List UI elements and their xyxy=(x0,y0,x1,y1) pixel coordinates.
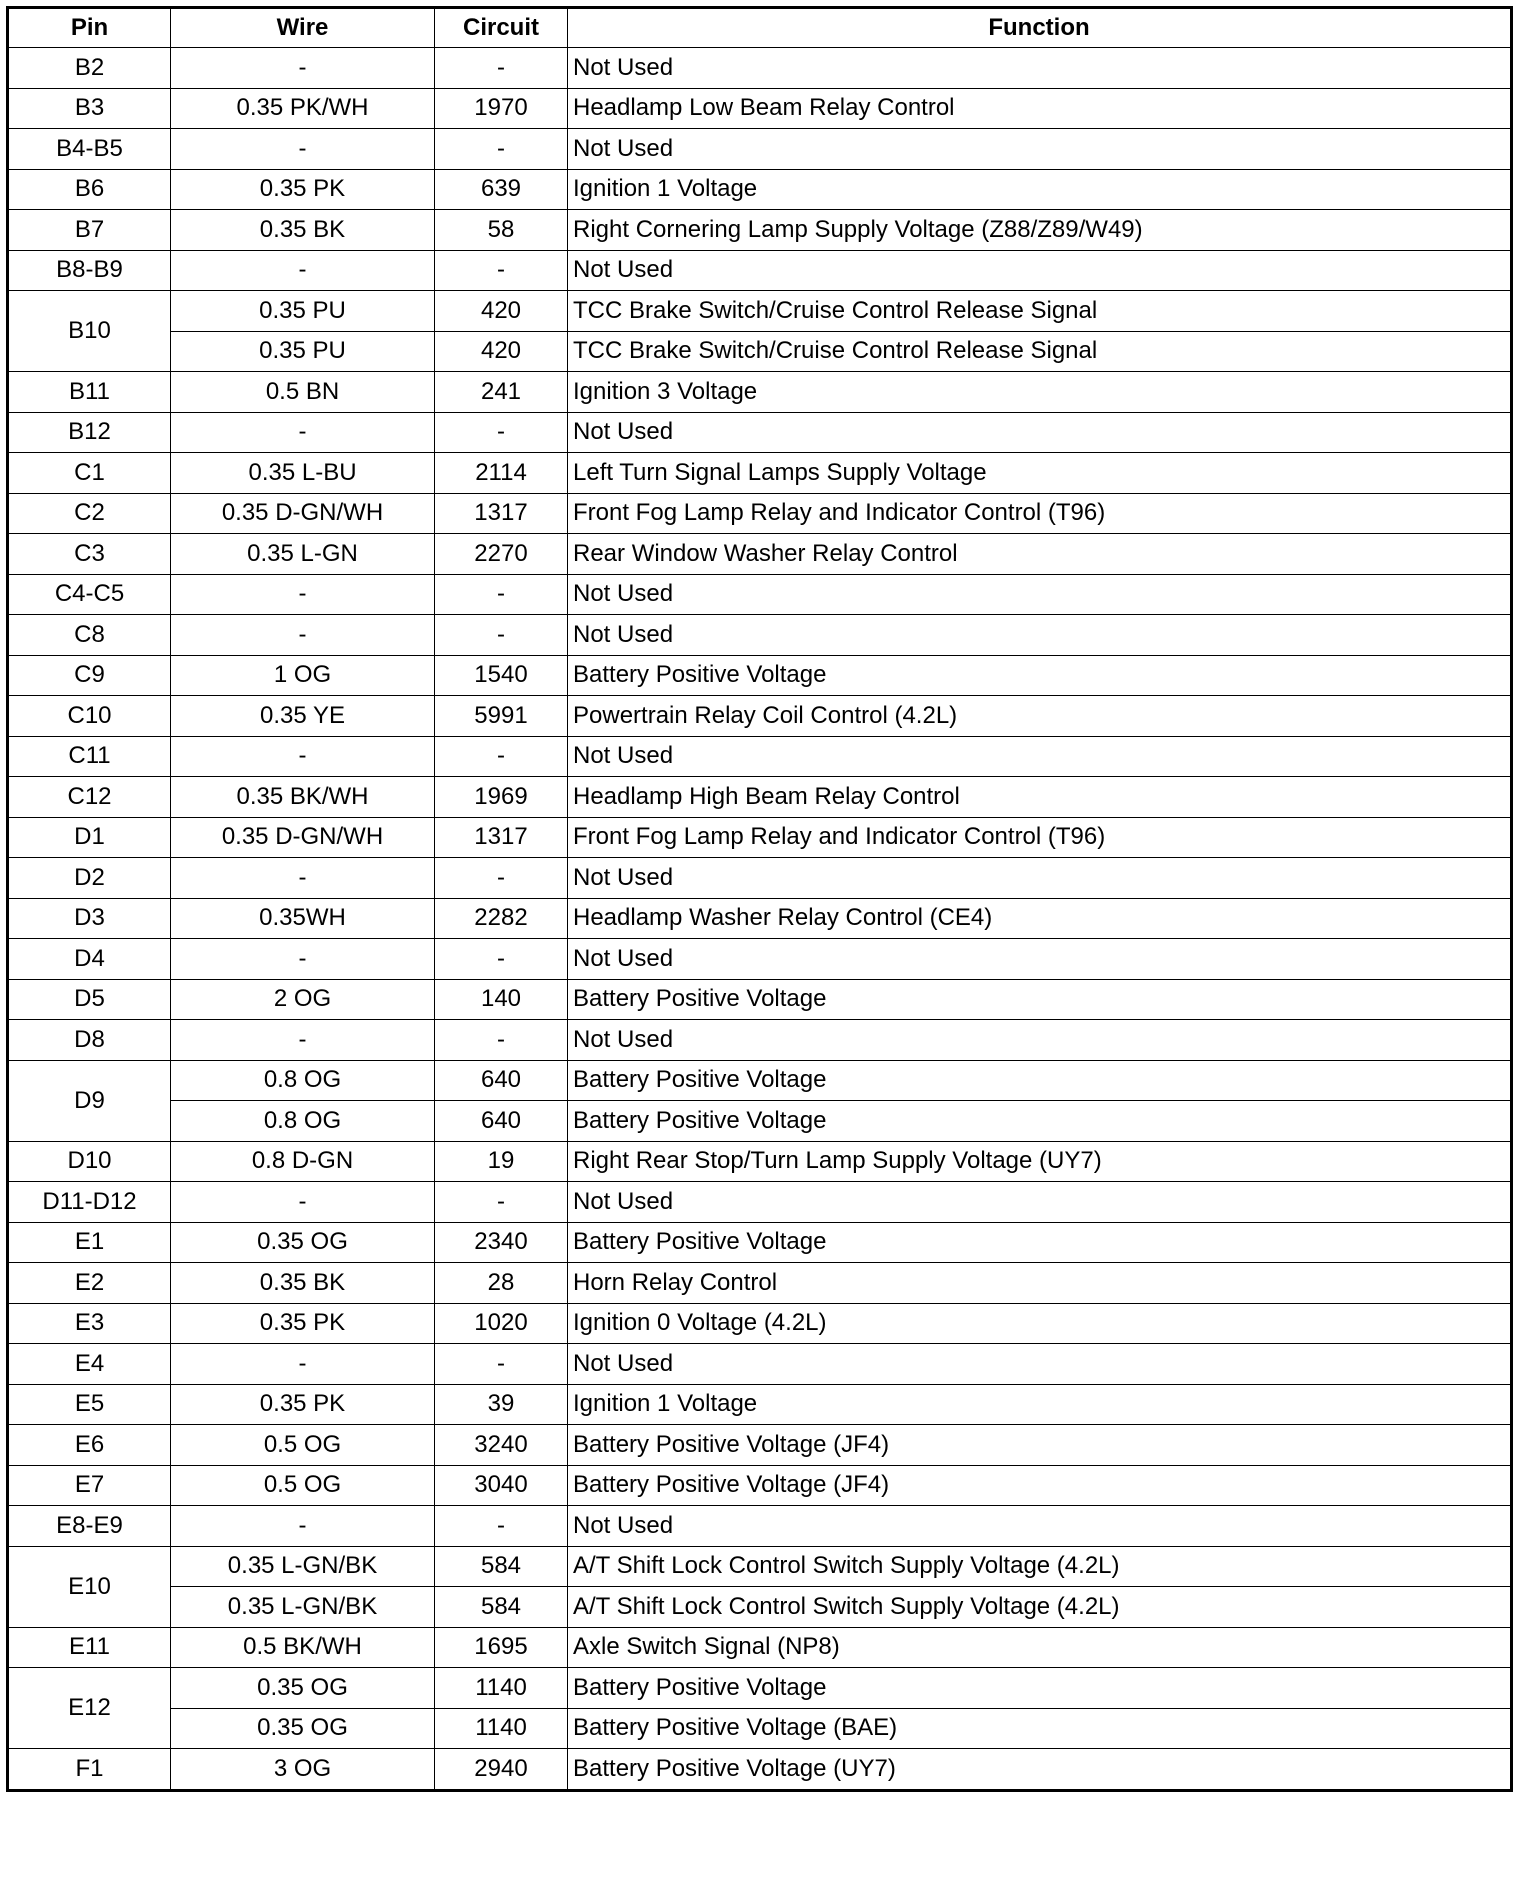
table-row xyxy=(8,655,1512,696)
circuit-cell: - xyxy=(435,1506,568,1547)
wire-cell: - xyxy=(171,48,435,89)
wire-cell: - xyxy=(171,736,435,777)
pin-cell: B11 xyxy=(8,372,171,413)
circuit-cell: 241 xyxy=(435,372,568,413)
wire-cell: - xyxy=(171,129,435,170)
function-cell: Left Turn Signal Lamps Supply Voltage xyxy=(568,453,1512,494)
wire-cell: 0.35 YE xyxy=(171,696,435,737)
pin-cell: B7 xyxy=(8,210,171,251)
circuit-cell: - xyxy=(435,48,568,89)
pin-cell: D11-D12 xyxy=(8,1182,171,1223)
function-cell: Not Used xyxy=(568,615,1512,656)
function-cell: Battery Positive Voltage xyxy=(568,979,1512,1020)
wire-cell: 2 OG xyxy=(171,979,435,1020)
wire-cell: - xyxy=(171,412,435,453)
pin-cell: D4 xyxy=(8,939,171,980)
pin-cell: E11 xyxy=(8,1627,171,1668)
pin-cell: C3 xyxy=(8,534,171,575)
circuit-cell: 3240 xyxy=(435,1425,568,1466)
pin-cell: C2 xyxy=(8,493,171,534)
circuit-cell: 2282 xyxy=(435,898,568,939)
circuit-cell: - xyxy=(435,129,568,170)
circuit-cell: 39 xyxy=(435,1384,568,1425)
wire-cell: - xyxy=(171,250,435,291)
wire-cell: - xyxy=(171,939,435,980)
function-cell: Battery Positive Voltage xyxy=(568,1222,1512,1263)
circuit-cell: - xyxy=(435,1182,568,1223)
circuit-cell: 2340 xyxy=(435,1222,568,1263)
wire-cell: 0.35 D-GN/WH xyxy=(171,817,435,858)
function-cell: TCC Brake Switch/Cruise Control Release Signal xyxy=(568,331,1512,372)
header-circuit: Circuit xyxy=(435,8,568,48)
wire-cell: 0.35 L-GN/BK xyxy=(171,1546,435,1587)
function-cell: Right Cornering Lamp Supply Voltage (Z88/Z89/W49) xyxy=(568,210,1512,251)
function-cell: Not Used xyxy=(568,129,1512,170)
table-row xyxy=(8,331,1512,372)
circuit-cell: 1317 xyxy=(435,493,568,534)
table-row xyxy=(8,534,1512,575)
circuit-cell: - xyxy=(435,736,568,777)
table-row xyxy=(8,1627,1512,1668)
circuit-cell: - xyxy=(435,574,568,615)
pin-cell: E6 xyxy=(8,1425,171,1466)
circuit-cell: 5991 xyxy=(435,696,568,737)
table-row xyxy=(8,979,1512,1020)
wire-cell: 0.35 PK xyxy=(171,169,435,210)
pin-cell: D10 xyxy=(8,1141,171,1182)
function-cell: TCC Brake Switch/Cruise Control Release Signal xyxy=(568,291,1512,332)
function-cell: Not Used xyxy=(568,1182,1512,1223)
circuit-cell: 3040 xyxy=(435,1465,568,1506)
function-cell: Headlamp Low Beam Relay Control xyxy=(568,88,1512,129)
pin-cell: E7 xyxy=(8,1465,171,1506)
circuit-cell: - xyxy=(435,615,568,656)
table-row xyxy=(8,1344,1512,1385)
pin-cell: E2 xyxy=(8,1263,171,1304)
wire-cell: 0.35 PK xyxy=(171,1384,435,1425)
circuit-cell: - xyxy=(435,1344,568,1385)
function-cell: Not Used xyxy=(568,736,1512,777)
function-cell: Battery Positive Voltage xyxy=(568,1668,1512,1709)
pin-cell: F1 xyxy=(8,1749,171,1791)
function-cell: Not Used xyxy=(568,1344,1512,1385)
circuit-cell: - xyxy=(435,412,568,453)
table-row xyxy=(8,250,1512,291)
wire-cell: 1 OG xyxy=(171,655,435,696)
table-row xyxy=(8,412,1512,453)
function-cell: A/T Shift Lock Control Switch Supply Voltage (4.2L) xyxy=(568,1587,1512,1628)
table-row xyxy=(8,291,1512,332)
circuit-cell: 19 xyxy=(435,1141,568,1182)
circuit-cell: - xyxy=(435,939,568,980)
table-body xyxy=(8,48,1512,1791)
wire-cell: 0.5 BN xyxy=(171,372,435,413)
wire-cell: - xyxy=(171,1182,435,1223)
function-cell: Ignition 0 Voltage (4.2L) xyxy=(568,1303,1512,1344)
header-function: Function xyxy=(568,8,1512,48)
function-cell: Rear Window Washer Relay Control xyxy=(568,534,1512,575)
function-cell: Not Used xyxy=(568,1506,1512,1547)
table-row xyxy=(8,1101,1512,1142)
wire-cell: 0.5 BK/WH xyxy=(171,1627,435,1668)
table-row xyxy=(8,898,1512,939)
pin-cell: C8 xyxy=(8,615,171,656)
function-cell: Battery Positive Voltage (UY7) xyxy=(568,1749,1512,1791)
circuit-cell: 140 xyxy=(435,979,568,1020)
table-row xyxy=(8,939,1512,980)
wire-cell: 0.35 BK xyxy=(171,1263,435,1304)
wire-cell: - xyxy=(171,615,435,656)
function-cell: Front Fog Lamp Relay and Indicator Control (T96) xyxy=(568,817,1512,858)
function-cell: Not Used xyxy=(568,858,1512,899)
wire-cell: - xyxy=(171,1506,435,1547)
header-pin: Pin xyxy=(8,8,171,48)
wire-cell: 0.5 OG xyxy=(171,1465,435,1506)
pin-cell: C4-C5 xyxy=(8,574,171,615)
function-cell: Battery Positive Voltage (JF4) xyxy=(568,1465,1512,1506)
function-cell: Not Used xyxy=(568,1020,1512,1061)
table-row xyxy=(8,210,1512,251)
table-row xyxy=(8,1425,1512,1466)
table-row xyxy=(8,1384,1512,1425)
wire-cell: 0.8 D-GN xyxy=(171,1141,435,1182)
wire-cell: 0.35 PU xyxy=(171,331,435,372)
wire-cell: 0.35 BK xyxy=(171,210,435,251)
pin-cell: D5 xyxy=(8,979,171,1020)
wire-cell: - xyxy=(171,858,435,899)
pin-cell: B12 xyxy=(8,412,171,453)
function-cell: Headlamp High Beam Relay Control xyxy=(568,777,1512,818)
table-row xyxy=(8,1303,1512,1344)
wire-cell: - xyxy=(171,574,435,615)
circuit-cell: 2114 xyxy=(435,453,568,494)
pin-cell: E3 xyxy=(8,1303,171,1344)
table-row xyxy=(8,169,1512,210)
circuit-cell: 640 xyxy=(435,1060,568,1101)
function-cell: Not Used xyxy=(568,939,1512,980)
pin-cell: B2 xyxy=(8,48,171,89)
circuit-cell: 2940 xyxy=(435,1749,568,1791)
wire-cell: 0.35 PK/WH xyxy=(171,88,435,129)
wire-cell: 0.8 OG xyxy=(171,1101,435,1142)
function-cell: Axle Switch Signal (NP8) xyxy=(568,1627,1512,1668)
function-cell: Ignition 1 Voltage xyxy=(568,1384,1512,1425)
wire-cell: 0.35 D-GN/WH xyxy=(171,493,435,534)
circuit-cell: 28 xyxy=(435,1263,568,1304)
circuit-cell: - xyxy=(435,1020,568,1061)
function-cell: Ignition 3 Voltage xyxy=(568,372,1512,413)
pin-cell: D1 xyxy=(8,817,171,858)
function-cell: Not Used xyxy=(568,574,1512,615)
table-row xyxy=(8,48,1512,89)
pin-cell: C12 xyxy=(8,777,171,818)
function-cell: Right Rear Stop/Turn Lamp Supply Voltage (UY7) xyxy=(568,1141,1512,1182)
wire-cell: 0.35 PU xyxy=(171,291,435,332)
table-row xyxy=(8,88,1512,129)
wire-cell: - xyxy=(171,1020,435,1061)
table-row xyxy=(8,1263,1512,1304)
table-row xyxy=(8,1020,1512,1061)
function-cell: Battery Positive Voltage xyxy=(568,655,1512,696)
pin-cell: D3 xyxy=(8,898,171,939)
pin-cell: E5 xyxy=(8,1384,171,1425)
pin-cell: E1 xyxy=(8,1222,171,1263)
function-cell: Battery Positive Voltage (BAE) xyxy=(568,1708,1512,1749)
pin-cell: E10 xyxy=(8,1546,171,1627)
table-row xyxy=(8,817,1512,858)
function-cell: Ignition 1 Voltage xyxy=(568,169,1512,210)
circuit-cell: 1317 xyxy=(435,817,568,858)
table-row xyxy=(8,696,1512,737)
table-row xyxy=(8,1708,1512,1749)
circuit-cell: 584 xyxy=(435,1546,568,1587)
pin-cell: C1 xyxy=(8,453,171,494)
function-cell: Powertrain Relay Coil Control (4.2L) xyxy=(568,696,1512,737)
wire-cell: 0.35 OG xyxy=(171,1222,435,1263)
pin-cell: C10 xyxy=(8,696,171,737)
circuit-cell: 584 xyxy=(435,1587,568,1628)
table-row xyxy=(8,1506,1512,1547)
pin-cell: D8 xyxy=(8,1020,171,1061)
pin-cell: C11 xyxy=(8,736,171,777)
circuit-cell: 420 xyxy=(435,291,568,332)
table-row xyxy=(8,777,1512,818)
table-row xyxy=(8,453,1512,494)
wire-cell: 0.8 OG xyxy=(171,1060,435,1101)
wire-cell: 0.35 BK/WH xyxy=(171,777,435,818)
circuit-cell: 1540 xyxy=(435,655,568,696)
circuit-cell: 1020 xyxy=(435,1303,568,1344)
wire-cell: 3 OG xyxy=(171,1749,435,1791)
table-row xyxy=(8,1222,1512,1263)
function-cell: A/T Shift Lock Control Switch Supply Voltage (4.2L) xyxy=(568,1546,1512,1587)
wire-cell: 0.35 PK xyxy=(171,1303,435,1344)
pin-cell: B4-B5 xyxy=(8,129,171,170)
pin-cell: E8-E9 xyxy=(8,1506,171,1547)
wire-cell: 0.35 L-BU xyxy=(171,453,435,494)
pin-cell: E12 xyxy=(8,1668,171,1749)
table-row xyxy=(8,615,1512,656)
pin-cell: B10 xyxy=(8,291,171,372)
circuit-cell: 1969 xyxy=(435,777,568,818)
table-row xyxy=(8,736,1512,777)
function-cell: Battery Positive Voltage xyxy=(568,1101,1512,1142)
circuit-cell: - xyxy=(435,250,568,291)
pin-cell: D2 xyxy=(8,858,171,899)
circuit-cell: 1970 xyxy=(435,88,568,129)
wire-cell: 0.5 OG xyxy=(171,1425,435,1466)
table-row xyxy=(8,1060,1512,1101)
table-row xyxy=(8,1182,1512,1223)
header-row xyxy=(8,8,1512,48)
table-row xyxy=(8,1546,1512,1587)
circuit-cell: - xyxy=(435,858,568,899)
circuit-cell: 639 xyxy=(435,169,568,210)
pin-cell: C9 xyxy=(8,655,171,696)
circuit-cell: 58 xyxy=(435,210,568,251)
table-row xyxy=(8,493,1512,534)
wire-cell: - xyxy=(171,1344,435,1385)
circuit-cell: 1140 xyxy=(435,1668,568,1709)
table-row xyxy=(8,1141,1512,1182)
function-cell: Horn Relay Control xyxy=(568,1263,1512,1304)
connector-pinout-table xyxy=(6,6,1513,1792)
function-cell: Headlamp Washer Relay Control (CE4) xyxy=(568,898,1512,939)
function-cell: Battery Positive Voltage (JF4) xyxy=(568,1425,1512,1466)
wire-cell: 0.35 L-GN/BK xyxy=(171,1587,435,1628)
function-cell: Front Fog Lamp Relay and Indicator Control (T96) xyxy=(568,493,1512,534)
function-cell: Not Used xyxy=(568,48,1512,89)
wire-cell: 0.35 OG xyxy=(171,1668,435,1709)
pin-cell: B3 xyxy=(8,88,171,129)
wire-cell: 0.35 L-GN xyxy=(171,534,435,575)
pin-cell: E4 xyxy=(8,1344,171,1385)
table-row xyxy=(8,1465,1512,1506)
circuit-cell: 420 xyxy=(435,331,568,372)
wire-cell: 0.35 OG xyxy=(171,1708,435,1749)
circuit-cell: 1695 xyxy=(435,1627,568,1668)
header-wire: Wire xyxy=(171,8,435,48)
table-row xyxy=(8,1749,1512,1791)
function-cell: Not Used xyxy=(568,412,1512,453)
circuit-cell: 1140 xyxy=(435,1708,568,1749)
pin-cell: B8-B9 xyxy=(8,250,171,291)
table-row xyxy=(8,574,1512,615)
wire-cell: 0.35WH xyxy=(171,898,435,939)
function-cell: Battery Positive Voltage xyxy=(568,1060,1512,1101)
table-row xyxy=(8,129,1512,170)
pin-cell: B6 xyxy=(8,169,171,210)
circuit-cell: 640 xyxy=(435,1101,568,1142)
table-row xyxy=(8,1587,1512,1628)
function-cell: Not Used xyxy=(568,250,1512,291)
table-row xyxy=(8,858,1512,899)
pin-cell: D9 xyxy=(8,1060,171,1141)
table-row xyxy=(8,372,1512,413)
circuit-cell: 2270 xyxy=(435,534,568,575)
table-row xyxy=(8,1668,1512,1709)
